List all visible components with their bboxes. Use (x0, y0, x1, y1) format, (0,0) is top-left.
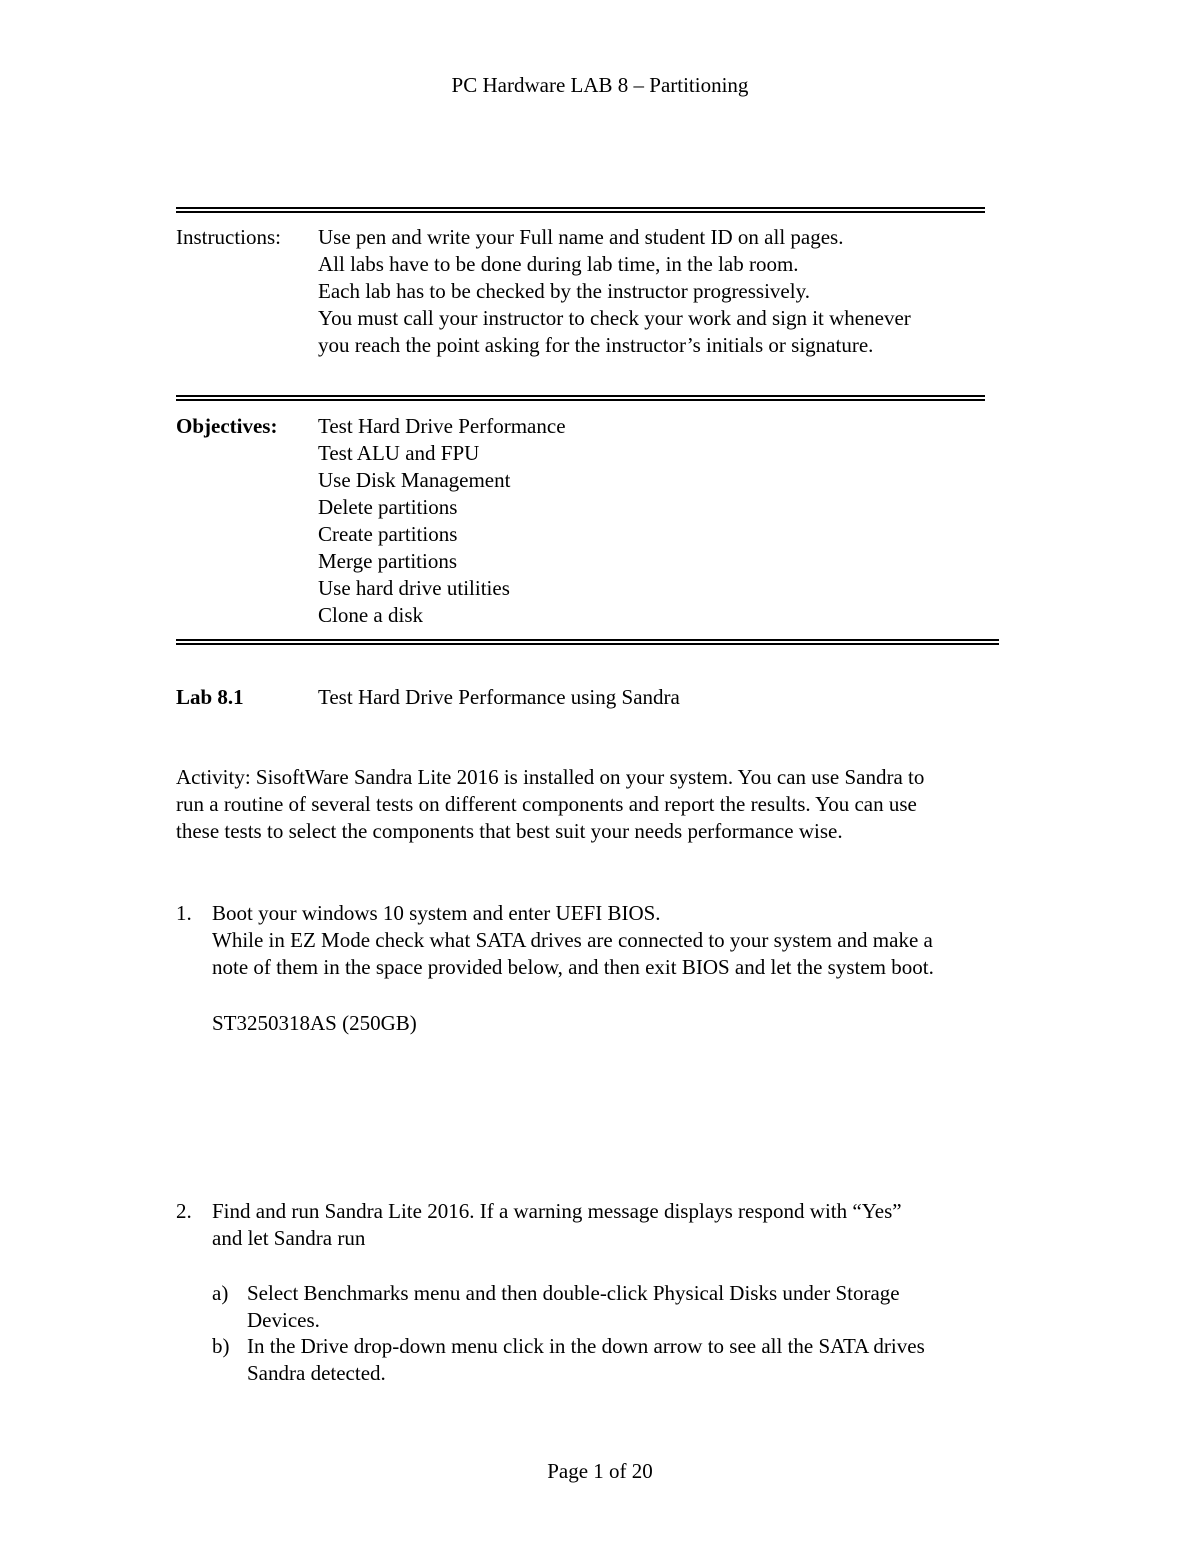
step-text (212, 1198, 902, 1252)
lab-number: Lab 8.1 (176, 685, 244, 709)
substep-line: Sandra detected. (247, 1361, 386, 1385)
page-header: PC Hardware LAB 8 – Partitioning (451, 73, 749, 97)
step-text (212, 900, 934, 981)
instruction-line: All labs have to be done during lab time, in the lab room. (318, 252, 799, 276)
activity-paragraph (176, 764, 1036, 845)
objectives-list (318, 413, 566, 629)
instruction-line: you reach the point asking for the instructor’s initials or signature. (318, 333, 874, 357)
objective-item: Delete partitions (318, 495, 458, 519)
objective-item: Clone a disk (318, 603, 423, 627)
step-number: 1. (176, 901, 192, 925)
instruction-line: You must call your instructor to check your work and sign it whenever (318, 306, 911, 330)
step-line: While in EZ Mode check what SATA drives are connected to your system and make a (212, 928, 933, 952)
substep-label: a) (212, 1281, 229, 1305)
objective-item: Use Disk Management (318, 468, 511, 492)
step-line: note of them in the space provided below, and then exit BIOS and let the system boot. (212, 955, 934, 979)
substep-text (247, 1333, 925, 1387)
step-line: Boot your windows 10 system and enter UEFI BIOS. (212, 901, 661, 925)
page-footer: Page 1 of 20 (547, 1459, 653, 1483)
step-number: 2. (176, 1199, 192, 1223)
objective-item: Merge partitions (318, 549, 458, 573)
objective-item: Test ALU and FPU (318, 441, 480, 465)
objective-item: Create partitions (318, 522, 458, 546)
objective-item: Test Hard Drive Performance (318, 414, 566, 438)
double-rule (176, 207, 985, 213)
instructions-label: Instructions: (176, 225, 281, 249)
objectives-label: Objectives: (176, 414, 278, 438)
double-rule (176, 639, 999, 645)
instruction-line: Each lab has to be checked by the instructor progressively. (318, 279, 810, 303)
substep-line: In the Drive drop-down menu click in the down arrow to see all the SATA drives (247, 1334, 925, 1358)
activity-line: these tests to select the components that best suit your needs performance wise. (176, 819, 843, 843)
substep-line: Select Benchmarks menu and then double-click Physical Disks under Storage (247, 1281, 900, 1305)
substep-label: b) (212, 1334, 230, 1358)
lab-title: Test Hard Drive Performance using Sandra (318, 685, 680, 709)
substep-text (247, 1280, 900, 1334)
substep-line: Devices. (247, 1308, 320, 1332)
double-rule (176, 395, 985, 401)
activity-line: run a routine of several tests on different components and report the results. You can use (176, 792, 917, 816)
instructions-text (318, 224, 911, 359)
instruction-line: Use pen and write your Full name and student ID on all pages. (318, 225, 844, 249)
step-answer: ST3250318AS (250GB) (212, 1011, 417, 1035)
step-line: Find and run Sandra Lite 2016. If a warning message displays respond with “Yes” (212, 1199, 902, 1223)
activity-line: Activity: SisoftWare Sandra Lite 2016 is installed on your system. You can use Sandra to (176, 765, 925, 789)
objective-item: Use hard drive utilities (318, 576, 510, 600)
step-line: and let Sandra run (212, 1226, 366, 1250)
